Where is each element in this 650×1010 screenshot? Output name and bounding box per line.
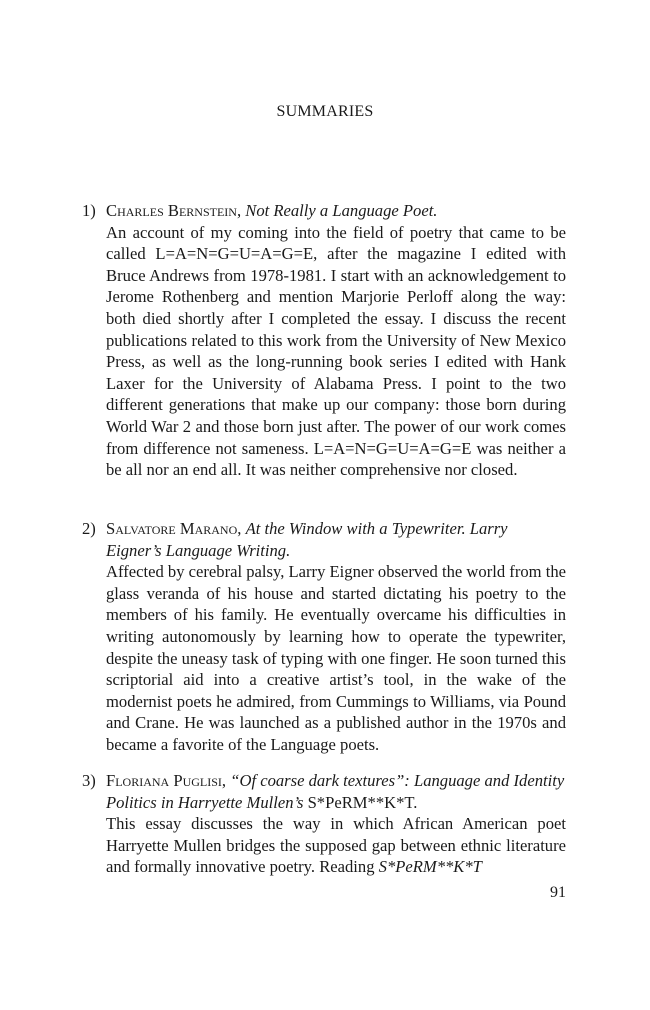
summary-3 xyxy=(82,770,566,878)
summary-author: Floriana Puglisi, xyxy=(106,771,227,790)
summary-heading xyxy=(82,518,566,561)
summary-body-text: This essay discusses the way in which African American poet Harryette Mullen bridges the supposed gap between ethnic literature and formally innovative poetry. Reading xyxy=(106,814,566,877)
page-number: 91 xyxy=(550,884,566,901)
page-title: SUMMARIES xyxy=(276,103,374,120)
summary-heading xyxy=(82,770,566,813)
summary-number: 2) xyxy=(82,519,96,538)
summary-title: At the Window with a Typewriter. Larry Eigner’s Language Writing. xyxy=(106,519,508,560)
summary-body: Affected by cerebral palsy, Larry Eigner observed the world from the glass veranda of his house and started dictating his poetry to the members of his family. He eventually overcame his difficulties in writing autonomously by learning how to operate the typewriter, despite the uneasy task of typing with one finger. He soon turned this scriptorial aid into a creative artist’s tool, in the wake of the modernist poets he admired, from Cummings to Williams, via Pound and Crane. He was launched as a published author in the 1970s and became a favorite of the Language poets. xyxy=(106,562,566,754)
summary-title: Not Really a Language Poet. xyxy=(245,201,438,220)
summary-1 xyxy=(82,200,566,481)
summary-2 xyxy=(82,518,566,756)
summary-title-roman: S*PeRM**K*T. xyxy=(307,792,418,812)
summary-author: Salvatore Marano, xyxy=(106,519,242,538)
summary-body-italic: S*PeRM**K*T xyxy=(378,857,482,877)
summary-body: An account of my coming into the field of poetry that came to be called L=A=N=G=U=A=G=E, after the magazine I edited with Bruce Andrews from 1978-1981. I start with an acknowledgement to Jerome Rothenberg and mention Marjorie Perloff along the way: both died shortly after I completed the essay. I discuss the recent publications related to this work from the University of New Mexico Press, as well as the long-running book series I edited with Hank Laxer for the University of Alabama Press. I point to the two different generations that make up our company: those born during World War 2 and those born just after. The power of our work comes from difference not sameness. L=A=N=G=U=A=G=E was neither a be all nor an end all. It was neither comprehensive nor closed. xyxy=(106,222,566,480)
summary-body xyxy=(106,813,566,878)
summary-number: 3) xyxy=(82,771,96,790)
summary-number: 1) xyxy=(82,201,96,220)
summary-author: Charles Bernstein, xyxy=(106,201,242,220)
summary-heading xyxy=(82,200,566,222)
summary-title: “Of coarse dark textures”: Language and Identity Politics in Harryette Mullen’s xyxy=(106,771,565,812)
